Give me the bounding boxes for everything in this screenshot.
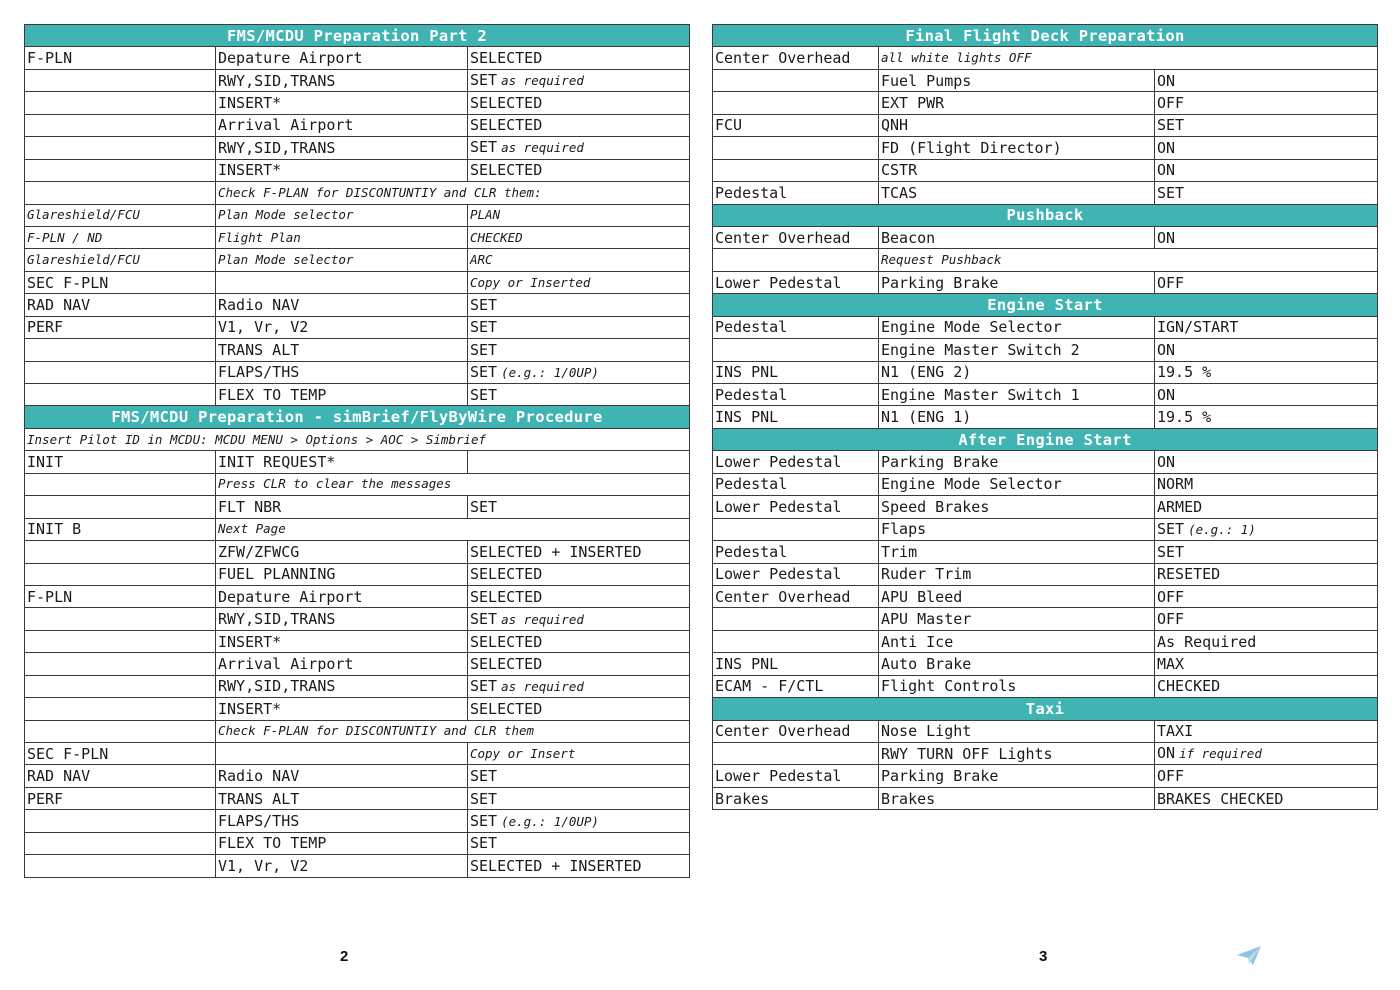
row-item: Flight Controls xyxy=(879,675,1155,697)
row-action xyxy=(468,810,690,832)
row-action: Copy or Insert xyxy=(468,743,690,765)
row-item: V1, Vr, V2 xyxy=(216,855,468,877)
row-location xyxy=(713,608,879,630)
row-item: Engine Mode Selector xyxy=(879,316,1155,338)
row-item: Engine Mode Selector xyxy=(879,473,1155,495)
row-action: OFF xyxy=(1155,608,1378,630)
row-action: ON xyxy=(1155,451,1378,473)
row-item: Radio NAV xyxy=(216,294,468,316)
row-location xyxy=(25,182,216,204)
row-location xyxy=(25,92,216,114)
row-item: Request Pushback xyxy=(879,249,1378,271)
checklist-row xyxy=(25,249,690,271)
row-action: SET xyxy=(1155,114,1378,136)
row-action: SELECTED + INSERTED xyxy=(468,855,690,877)
row-item: CSTR xyxy=(879,159,1155,181)
row-item: RWY,SID,TRANS xyxy=(216,137,468,159)
checklist-row xyxy=(25,182,690,204)
row-item: Check F-PLAN for DISCONTUNTIY and CLR them: xyxy=(216,182,690,204)
row-item: Brakes xyxy=(879,787,1155,809)
row-item: FLAPS/THS xyxy=(216,361,468,383)
row-action: SET xyxy=(468,384,690,406)
checklist-row xyxy=(713,137,1378,159)
row-location: SEC F-PLN xyxy=(25,743,216,765)
checklist-row xyxy=(25,114,690,136)
row-item: Plan Mode selector xyxy=(216,249,468,271)
checklist-row xyxy=(713,563,1378,585)
row-location xyxy=(25,832,216,854)
checklist-row xyxy=(713,339,1378,361)
checklist-row xyxy=(25,428,690,450)
row-location xyxy=(25,720,216,742)
checklist-row xyxy=(25,653,690,675)
row-action-value: SET xyxy=(470,362,498,381)
row-item: all white lights OFF xyxy=(879,47,1378,69)
row-action xyxy=(1155,518,1378,540)
row-action-note: as required xyxy=(501,611,584,627)
row-item xyxy=(216,743,468,765)
row-action: MAX xyxy=(1155,653,1378,675)
section-header xyxy=(25,406,690,428)
row-action: SELECTED xyxy=(468,585,690,607)
row-location: INS PNL xyxy=(713,361,879,383)
row-item: Beacon xyxy=(879,226,1155,248)
row-location xyxy=(25,698,216,720)
checklist-row xyxy=(713,608,1378,630)
row-action-note: (e.g.: 1/0UP) xyxy=(501,364,599,380)
row-action: ON xyxy=(1155,339,1378,361)
row-item: EXT PWR xyxy=(879,92,1155,114)
row-location: Pedestal xyxy=(713,541,879,563)
checklist-row xyxy=(25,743,690,765)
row-action: ON xyxy=(1155,69,1378,91)
row-item xyxy=(216,271,468,293)
section-header xyxy=(713,25,1378,47)
section-header xyxy=(713,698,1378,720)
paper-plane-icon xyxy=(1236,944,1262,966)
section-header xyxy=(713,428,1378,450)
row-item: Engine Master Switch 2 xyxy=(879,339,1155,361)
page-number-right: 3 xyxy=(1039,948,1048,965)
row-action: CHECKED xyxy=(468,226,690,248)
row-location: FCU xyxy=(713,114,879,136)
row-action: SELECTED xyxy=(468,563,690,585)
row-action: SET xyxy=(468,832,690,854)
row-action: As Required xyxy=(1155,630,1378,652)
row-location xyxy=(713,69,879,91)
row-action xyxy=(468,451,690,473)
row-item: FLEX TO TEMP xyxy=(216,832,468,854)
checklist-row xyxy=(713,159,1378,181)
row-item: Flight Plan xyxy=(216,226,468,248)
row-action: 19.5 % xyxy=(1155,406,1378,428)
checklist-row xyxy=(713,226,1378,248)
checklist-row xyxy=(25,137,690,159)
row-item: APU Master xyxy=(879,608,1155,630)
row-location: INS PNL xyxy=(713,406,879,428)
row-location xyxy=(713,137,879,159)
checklist-row xyxy=(25,787,690,809)
row-location: Glareshield/FCU xyxy=(25,204,216,226)
row-item: Anti Ice xyxy=(879,630,1155,652)
row-location: PERF xyxy=(25,787,216,809)
row-item: Arrival Airport xyxy=(216,114,468,136)
row-location xyxy=(25,630,216,652)
row-location xyxy=(25,137,216,159)
row-action: Copy or Inserted xyxy=(468,271,690,293)
row-item: TCAS xyxy=(879,182,1155,204)
row-location: PERF xyxy=(25,316,216,338)
row-action: OFF xyxy=(1155,271,1378,293)
row-item: FLAPS/THS xyxy=(216,810,468,832)
checklist-row xyxy=(713,316,1378,338)
row-location: Glareshield/FCU xyxy=(25,249,216,271)
row-action: 19.5 % xyxy=(1155,361,1378,383)
row-action-value: SET xyxy=(1157,519,1185,538)
row-location: Lower Pedestal xyxy=(713,271,879,293)
row-item: Speed Brakes xyxy=(879,496,1155,518)
row-location xyxy=(25,159,216,181)
row-action-note: as required xyxy=(501,678,584,694)
row-location xyxy=(25,653,216,675)
row-location: Center Overhead xyxy=(713,47,879,69)
row-location xyxy=(25,69,216,91)
checklist-row xyxy=(25,339,690,361)
row-action xyxy=(468,608,690,630)
row-action: TAXI xyxy=(1155,720,1378,742)
checklist-row xyxy=(25,92,690,114)
row-location: Center Overhead xyxy=(713,720,879,742)
checklist-row xyxy=(25,361,690,383)
row-action: OFF xyxy=(1155,765,1378,787)
row-action: SELECTED xyxy=(468,653,690,675)
row-item: APU Bleed xyxy=(879,585,1155,607)
checklist-row xyxy=(713,47,1378,69)
row-item: Ruder Trim xyxy=(879,563,1155,585)
row-item: Next Page xyxy=(216,518,690,540)
row-action: SET xyxy=(468,787,690,809)
row-action-note: as required xyxy=(501,73,584,89)
row-location xyxy=(25,563,216,585)
row-location: Pedestal xyxy=(713,182,879,204)
row-location: SEC F-PLN xyxy=(25,271,216,293)
checklist-row xyxy=(25,810,690,832)
row-action: SET xyxy=(1155,541,1378,563)
row-location: F-PLN xyxy=(25,585,216,607)
row-action: ON xyxy=(1155,226,1378,248)
row-action: SELECTED xyxy=(468,159,690,181)
row-location: INS PNL xyxy=(713,653,879,675)
row-item: Depature Airport xyxy=(216,585,468,607)
row-location: ECAM - F/CTL xyxy=(713,675,879,697)
row-item: FLEX TO TEMP xyxy=(216,384,468,406)
row-action-value: ON xyxy=(1157,744,1176,763)
row-location: Brakes xyxy=(713,787,879,809)
row-location: Pedestal xyxy=(713,316,879,338)
row-item: FUEL PLANNING xyxy=(216,563,468,585)
checklist-row xyxy=(713,743,1378,765)
section-title: FMS/MCDU Preparation - simBrief/FlyByWire Procedure xyxy=(25,406,690,428)
row-action-note: as required xyxy=(501,140,584,156)
checklist-row xyxy=(713,765,1378,787)
row-location xyxy=(25,496,216,518)
row-location xyxy=(713,743,879,765)
row-action: SELECTED + INSERTED xyxy=(468,541,690,563)
row-location: RAD NAV xyxy=(25,765,216,787)
row-location xyxy=(25,339,216,361)
row-item: Parking Brake xyxy=(879,271,1155,293)
section-title: Engine Start xyxy=(713,294,1378,316)
row-location xyxy=(25,361,216,383)
row-item: Depature Airport xyxy=(216,47,468,69)
checklist-row xyxy=(713,92,1378,114)
checklist-row xyxy=(713,182,1378,204)
checklist-row xyxy=(25,720,690,742)
row-item: Check F-PLAN for DISCONTUNTIY and CLR them xyxy=(216,720,690,742)
row-action: SELECTED xyxy=(468,630,690,652)
row-item: RWY,SID,TRANS xyxy=(216,608,468,630)
row-action-value: SET xyxy=(470,676,498,695)
row-action: SET xyxy=(468,496,690,518)
page-number-left: 2 xyxy=(340,948,349,965)
row-location: Pedestal xyxy=(713,384,879,406)
checklist-row xyxy=(713,384,1378,406)
row-location xyxy=(25,608,216,630)
section-header xyxy=(713,204,1378,226)
row-item: INIT REQUEST* xyxy=(216,451,468,473)
section-title: After Engine Start xyxy=(713,428,1378,450)
row-location: F-PLN / ND xyxy=(25,226,216,248)
row-location xyxy=(25,675,216,697)
row-action: CHECKED xyxy=(1155,675,1378,697)
checklist-row xyxy=(25,855,690,877)
row-action-value: SET xyxy=(470,811,498,830)
checklist-row xyxy=(713,496,1378,518)
checklist-row xyxy=(25,271,690,293)
row-item: FLT NBR xyxy=(216,496,468,518)
row-item: Press CLR to clear the messages xyxy=(216,473,690,495)
checklist-row xyxy=(713,518,1378,540)
row-location xyxy=(713,92,879,114)
row-location xyxy=(25,114,216,136)
row-action-note: (e.g.: 1) xyxy=(1188,521,1256,537)
row-item: Nose Light xyxy=(879,720,1155,742)
checklist-row xyxy=(25,294,690,316)
row-action-value: SET xyxy=(470,138,498,157)
checklist-row xyxy=(25,832,690,854)
checklist-row xyxy=(25,518,690,540)
row-action: SET xyxy=(1155,182,1378,204)
checklist-row xyxy=(713,787,1378,809)
checklist-row xyxy=(713,406,1378,428)
row-action: SELECTED xyxy=(468,47,690,69)
row-action xyxy=(1155,743,1378,765)
row-location: Center Overhead xyxy=(713,226,879,248)
checklist-row xyxy=(25,630,690,652)
section-title: Final Flight Deck Preparation xyxy=(713,25,1378,47)
row-location: Lower Pedestal xyxy=(713,496,879,518)
row-item: Arrival Airport xyxy=(216,653,468,675)
row-item: Radio NAV xyxy=(216,765,468,787)
row-item: N1 (ENG 1) xyxy=(879,406,1155,428)
row-item: Engine Master Switch 1 xyxy=(879,384,1155,406)
checklist-row xyxy=(25,159,690,181)
checklist-row xyxy=(25,204,690,226)
row-item: Flaps xyxy=(879,518,1155,540)
row-action: SET xyxy=(468,765,690,787)
row-location: Lower Pedestal xyxy=(713,765,879,787)
row-location: Lower Pedestal xyxy=(713,563,879,585)
row-location: Insert Pilot ID in MCDU: MCDU MENU > Options > AOC > Simbrief xyxy=(25,428,690,450)
checklist-row xyxy=(25,69,690,91)
row-location xyxy=(25,855,216,877)
row-item: V1, Vr, V2 xyxy=(216,316,468,338)
row-item: INSERT* xyxy=(216,630,468,652)
row-item: FD (Flight Director) xyxy=(879,137,1155,159)
section-header xyxy=(25,25,690,47)
row-action: ARMED xyxy=(1155,496,1378,518)
row-item: Fuel Pumps xyxy=(879,69,1155,91)
row-item: INSERT* xyxy=(216,92,468,114)
checklist-row xyxy=(25,608,690,630)
row-action: OFF xyxy=(1155,585,1378,607)
checklist-row xyxy=(25,473,690,495)
row-location xyxy=(25,473,216,495)
row-item: Parking Brake xyxy=(879,765,1155,787)
row-action: OFF xyxy=(1155,92,1378,114)
row-item: ZFW/ZFWCG xyxy=(216,541,468,563)
row-action xyxy=(468,69,690,91)
row-item: INSERT* xyxy=(216,159,468,181)
row-location: Lower Pedestal xyxy=(713,451,879,473)
row-action: SET xyxy=(468,294,690,316)
row-item: Auto Brake xyxy=(879,653,1155,675)
right-page-checklist xyxy=(712,24,1378,810)
row-action-note: if required xyxy=(1179,746,1262,762)
checklist-row xyxy=(25,541,690,563)
section-title: Pushback xyxy=(713,204,1378,226)
row-action: SET xyxy=(468,339,690,361)
row-action: ON xyxy=(1155,384,1378,406)
checklist-row xyxy=(713,249,1378,271)
checklist-row xyxy=(25,316,690,338)
row-location: Pedestal xyxy=(713,473,879,495)
row-item: INSERT* xyxy=(216,698,468,720)
checklist-row xyxy=(25,563,690,585)
row-action xyxy=(468,361,690,383)
row-item: TRANS ALT xyxy=(216,787,468,809)
row-item: Trim xyxy=(879,541,1155,563)
checklist-row xyxy=(713,114,1378,136)
row-location: Center Overhead xyxy=(713,585,879,607)
row-action: RESETED xyxy=(1155,563,1378,585)
row-action: BRAKES CHECKED xyxy=(1155,787,1378,809)
row-location: RAD NAV xyxy=(25,294,216,316)
row-item: Parking Brake xyxy=(879,451,1155,473)
row-action: SELECTED xyxy=(468,114,690,136)
checklist-row xyxy=(25,226,690,248)
row-location: INIT B xyxy=(25,518,216,540)
checklist-row xyxy=(713,451,1378,473)
checklist-row xyxy=(713,585,1378,607)
checklist-row xyxy=(25,675,690,697)
checklist-row xyxy=(713,675,1378,697)
checklist-row xyxy=(713,473,1378,495)
row-action: IGN/START xyxy=(1155,316,1378,338)
row-item: QNH xyxy=(879,114,1155,136)
checklist-row xyxy=(713,361,1378,383)
checklist-row xyxy=(25,765,690,787)
checklist-row xyxy=(25,47,690,69)
row-action: SELECTED xyxy=(468,92,690,114)
checklist-row xyxy=(25,698,690,720)
row-item: N1 (ENG 2) xyxy=(879,361,1155,383)
row-item: RWY,SID,TRANS xyxy=(216,675,468,697)
row-item: Plan Mode selector xyxy=(216,204,468,226)
checklist-row xyxy=(713,541,1378,563)
checklist-row xyxy=(25,496,690,518)
section-header xyxy=(713,294,1378,316)
row-item: RWY,SID,TRANS xyxy=(216,69,468,91)
row-item: RWY TURN OFF Lights xyxy=(879,743,1155,765)
row-action: SELECTED xyxy=(468,698,690,720)
row-item: TRANS ALT xyxy=(216,339,468,361)
row-location xyxy=(25,384,216,406)
row-location: F-PLN xyxy=(25,47,216,69)
row-action xyxy=(468,675,690,697)
row-action: ARC xyxy=(468,249,690,271)
row-action: ON xyxy=(1155,137,1378,159)
checklist-row xyxy=(713,630,1378,652)
row-location xyxy=(713,630,879,652)
row-location xyxy=(713,339,879,361)
row-action xyxy=(468,137,690,159)
left-page-checklist xyxy=(24,24,690,878)
row-action-note: (e.g.: 1/0UP) xyxy=(501,813,599,829)
row-location xyxy=(25,541,216,563)
section-title: FMS/MCDU Preparation Part 2 xyxy=(25,25,690,47)
checklist-row xyxy=(713,271,1378,293)
row-location xyxy=(25,810,216,832)
row-action: SET xyxy=(468,316,690,338)
row-action: PLAN xyxy=(468,204,690,226)
row-action: ON xyxy=(1155,159,1378,181)
row-action-value: SET xyxy=(470,71,498,90)
checklist-row xyxy=(713,69,1378,91)
checklist-row xyxy=(25,451,690,473)
row-location xyxy=(713,518,879,540)
row-action-value: SET xyxy=(470,609,498,628)
row-location xyxy=(713,249,879,271)
checklist-row xyxy=(713,720,1378,742)
checklist-row xyxy=(713,653,1378,675)
checklist-row xyxy=(25,585,690,607)
row-location: INIT xyxy=(25,451,216,473)
row-location xyxy=(713,159,879,181)
row-action: NORM xyxy=(1155,473,1378,495)
section-title: Taxi xyxy=(713,698,1378,720)
checklist-row xyxy=(25,384,690,406)
